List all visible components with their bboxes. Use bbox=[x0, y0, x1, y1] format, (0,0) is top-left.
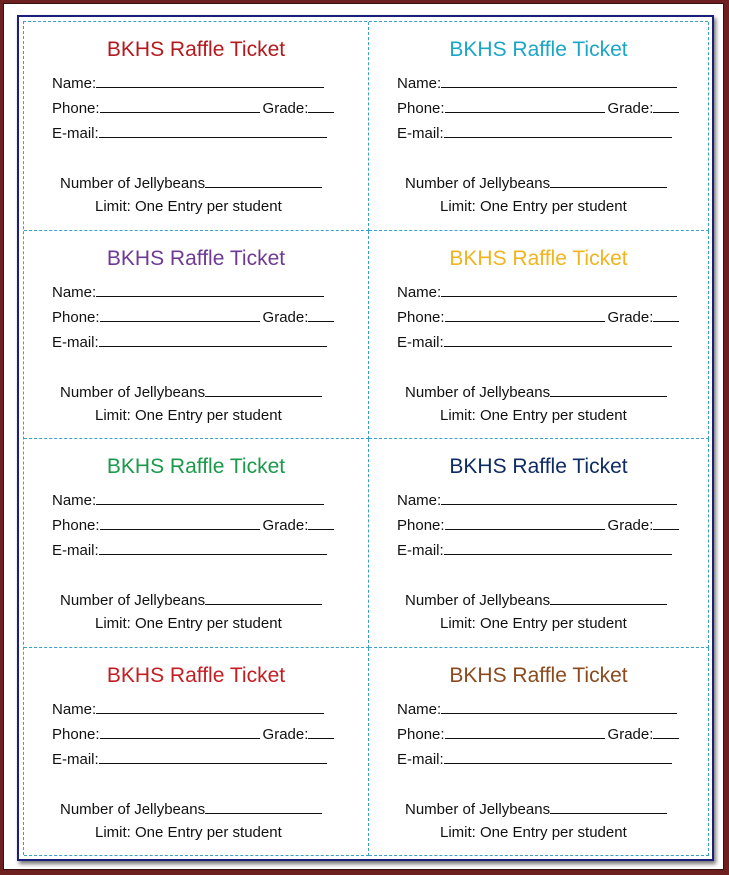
grade-blank[interactable] bbox=[308, 98, 334, 113]
grade-label: Grade: bbox=[262, 100, 309, 117]
jellybeans-label: Number of Jellybeans bbox=[60, 383, 206, 401]
phone-blank[interactable] bbox=[445, 515, 605, 530]
limit-note: Limit: One Entry per student bbox=[440, 823, 627, 841]
name-line bbox=[52, 73, 324, 92]
raffle-ticket bbox=[369, 439, 709, 648]
ticket-title: BKHS Raffle Ticket bbox=[106, 38, 286, 61]
email-line bbox=[52, 540, 327, 559]
jellybeans-label: Number of Jellybeans bbox=[405, 800, 551, 818]
limit-note: Limit: One Entry per student bbox=[95, 823, 282, 841]
ticket-grid bbox=[23, 21, 708, 855]
limit-note: Limit: One Entry per student bbox=[440, 198, 627, 215]
raffle-ticket bbox=[369, 648, 709, 857]
raffle-ticket-sheet bbox=[17, 15, 714, 861]
name-blank[interactable] bbox=[96, 490, 324, 505]
jellybeans-blank[interactable] bbox=[205, 382, 322, 397]
jellybeans-label: Number of Jellybeans bbox=[60, 800, 206, 818]
raffle-ticket bbox=[24, 231, 369, 440]
phone-label: Phone: bbox=[52, 725, 100, 743]
phone-blank[interactable] bbox=[445, 724, 605, 739]
email-blank[interactable] bbox=[99, 332, 327, 347]
jellybeans-label: Number of Jellybeans bbox=[405, 175, 551, 192]
phone-line bbox=[397, 724, 679, 743]
name-label: Name: bbox=[397, 492, 442, 509]
raffle-ticket bbox=[24, 439, 369, 648]
jellybeans-blank[interactable] bbox=[550, 382, 667, 397]
name-blank[interactable] bbox=[441, 490, 677, 505]
raffle-ticket bbox=[369, 22, 709, 231]
email-label: E-mail: bbox=[397, 125, 444, 142]
phone-line bbox=[52, 98, 334, 117]
limit-note: Limit: One Entry per student bbox=[95, 615, 282, 632]
email-blank[interactable] bbox=[444, 123, 672, 138]
email-label: E-mail: bbox=[52, 125, 99, 142]
email-label: E-mail: bbox=[397, 333, 444, 351]
ticket-title: BKHS Raffle Ticket bbox=[449, 455, 628, 478]
jellybeans-line bbox=[60, 590, 322, 609]
jellybeans-line bbox=[405, 590, 667, 609]
email-line bbox=[52, 123, 327, 142]
email-blank[interactable] bbox=[444, 332, 672, 347]
limit-note: Limit: One Entry per student bbox=[95, 198, 282, 215]
grade-label: Grade: bbox=[607, 517, 654, 534]
name-line bbox=[397, 490, 677, 509]
phone-line bbox=[52, 724, 334, 743]
jellybeans-line bbox=[60, 382, 322, 401]
email-line bbox=[397, 540, 672, 559]
phone-line bbox=[397, 98, 679, 117]
jellybeans-label: Number of Jellybeans bbox=[60, 592, 206, 609]
grade-label: Grade: bbox=[262, 308, 309, 326]
ticket-title: BKHS Raffle Ticket bbox=[449, 38, 628, 61]
grade-blank[interactable] bbox=[308, 307, 334, 322]
jellybeans-label: Number of Jellybeans bbox=[405, 592, 551, 609]
email-blank[interactable] bbox=[99, 123, 327, 138]
email-line bbox=[52, 749, 327, 768]
phone-label: Phone: bbox=[397, 100, 445, 117]
email-line bbox=[397, 123, 672, 142]
limit-note: Limit: One Entry per student bbox=[440, 406, 627, 424]
jellybeans-blank[interactable] bbox=[550, 799, 667, 814]
email-blank[interactable] bbox=[99, 749, 327, 764]
name-line bbox=[397, 699, 677, 718]
name-blank[interactable] bbox=[441, 699, 677, 714]
grade-blank[interactable] bbox=[653, 307, 679, 322]
ticket-title: BKHS Raffle Ticket bbox=[449, 663, 628, 687]
document-frame bbox=[3, 3, 724, 870]
name-label: Name: bbox=[397, 75, 442, 92]
jellybeans-blank[interactable] bbox=[205, 173, 322, 188]
jellybeans-label: Number of Jellybeans bbox=[405, 383, 551, 401]
jellybeans-line bbox=[405, 173, 667, 192]
email-line bbox=[397, 332, 672, 351]
name-blank[interactable] bbox=[441, 73, 677, 88]
name-line bbox=[397, 282, 677, 301]
grade-blank[interactable] bbox=[308, 515, 334, 530]
name-line bbox=[397, 73, 677, 92]
name-label: Name: bbox=[52, 283, 97, 301]
grade-label: Grade: bbox=[262, 725, 309, 743]
ticket-title: BKHS Raffle Ticket bbox=[106, 246, 286, 270]
phone-line bbox=[52, 515, 334, 534]
phone-label: Phone: bbox=[52, 308, 100, 326]
raffle-ticket bbox=[24, 22, 369, 231]
phone-label: Phone: bbox=[397, 517, 445, 534]
email-blank[interactable] bbox=[99, 540, 327, 555]
ticket-title: BKHS Raffle Ticket bbox=[106, 455, 286, 478]
phone-label: Phone: bbox=[397, 725, 445, 743]
jellybeans-line bbox=[405, 799, 667, 818]
email-line bbox=[397, 749, 672, 768]
name-label: Name: bbox=[397, 700, 442, 718]
limit-note: Limit: One Entry per student bbox=[440, 615, 627, 632]
name-label: Name: bbox=[397, 283, 442, 301]
raffle-ticket bbox=[369, 231, 709, 440]
phone-line bbox=[397, 307, 679, 326]
jellybeans-line bbox=[405, 382, 667, 401]
grade-label: Grade: bbox=[607, 725, 654, 743]
phone-blank[interactable] bbox=[100, 724, 260, 739]
jellybeans-line bbox=[60, 173, 322, 192]
email-label: E-mail: bbox=[52, 750, 99, 768]
phone-label: Phone: bbox=[52, 517, 100, 534]
jellybeans-blank[interactable] bbox=[550, 590, 667, 605]
grade-blank[interactable] bbox=[653, 98, 679, 113]
email-label: E-mail: bbox=[397, 750, 444, 768]
grade-label: Grade: bbox=[607, 100, 654, 117]
jellybeans-blank[interactable] bbox=[205, 799, 322, 814]
raffle-ticket bbox=[24, 648, 369, 857]
name-blank[interactable] bbox=[96, 699, 324, 714]
limit-note: Limit: One Entry per student bbox=[95, 406, 282, 424]
grade-label: Grade: bbox=[262, 517, 309, 534]
email-blank[interactable] bbox=[444, 540, 672, 555]
phone-blank[interactable] bbox=[100, 98, 260, 113]
grade-blank[interactable] bbox=[653, 724, 679, 739]
name-line bbox=[52, 490, 324, 509]
jellybeans-label: Number of Jellybeans bbox=[60, 175, 206, 192]
grade-label: Grade: bbox=[607, 308, 654, 326]
name-line bbox=[52, 282, 324, 301]
phone-line bbox=[397, 515, 679, 534]
phone-blank[interactable] bbox=[100, 515, 260, 530]
grade-blank[interactable] bbox=[653, 515, 679, 530]
phone-blank[interactable] bbox=[445, 98, 605, 113]
email-label: E-mail: bbox=[52, 333, 99, 351]
email-label: E-mail: bbox=[397, 542, 444, 559]
name-blank[interactable] bbox=[96, 282, 324, 297]
phone-label: Phone: bbox=[52, 100, 100, 117]
phone-blank[interactable] bbox=[100, 307, 260, 322]
jellybeans-blank[interactable] bbox=[550, 173, 667, 188]
ticket-title: BKHS Raffle Ticket bbox=[106, 663, 286, 687]
name-label: Name: bbox=[52, 700, 97, 718]
jellybeans-blank[interactable] bbox=[205, 590, 322, 605]
grade-blank[interactable] bbox=[308, 724, 334, 739]
email-line bbox=[52, 332, 327, 351]
email-blank[interactable] bbox=[444, 749, 672, 764]
email-label: E-mail: bbox=[52, 542, 99, 559]
name-blank[interactable] bbox=[96, 73, 324, 88]
phone-blank[interactable] bbox=[445, 307, 605, 322]
name-blank[interactable] bbox=[441, 282, 677, 297]
ticket-title: BKHS Raffle Ticket bbox=[449, 246, 628, 270]
name-label: Name: bbox=[52, 492, 97, 509]
jellybeans-line bbox=[60, 799, 322, 818]
name-line bbox=[52, 699, 324, 718]
name-label: Name: bbox=[52, 75, 97, 92]
phone-line bbox=[52, 307, 334, 326]
phone-label: Phone: bbox=[397, 308, 445, 326]
